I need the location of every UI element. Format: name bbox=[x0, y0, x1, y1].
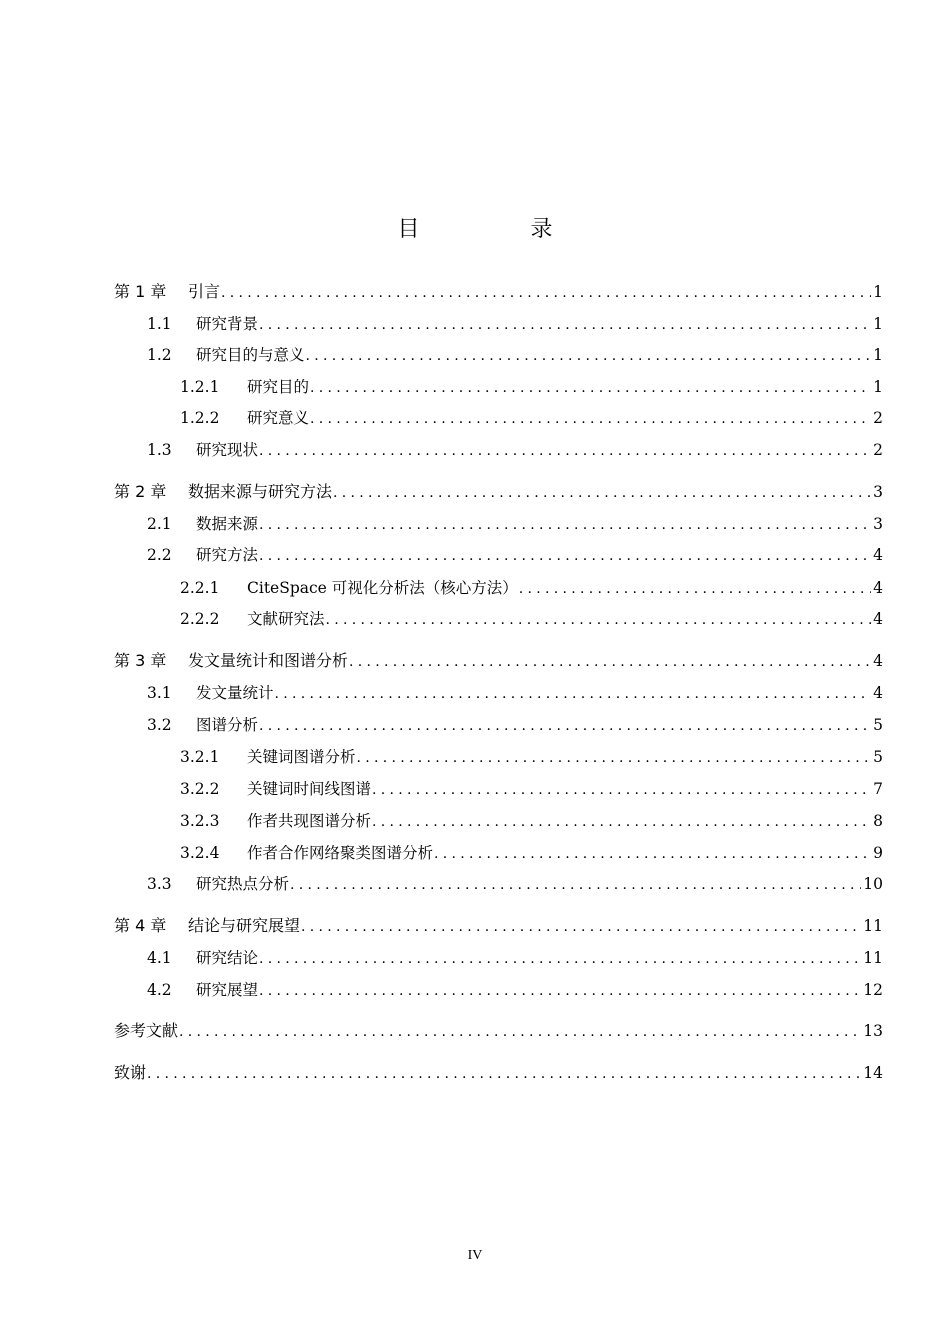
toc-entry-page: 4 bbox=[873, 652, 883, 670]
toc-dot-leader bbox=[259, 714, 871, 738]
toc-entry-number: 2.2.2 bbox=[180, 610, 220, 628]
toc-dot-leader bbox=[259, 544, 871, 568]
toc-line bbox=[180, 841, 883, 866]
toc-line bbox=[180, 576, 883, 601]
toc-entry[interactable] bbox=[0, 978, 950, 1002]
toc-dot-leader bbox=[326, 608, 872, 632]
toc-dot-leader bbox=[372, 810, 871, 834]
toc-entry-title: 关键词图谱分析 bbox=[247, 748, 356, 766]
toc-entry-title: 研究背景 bbox=[196, 315, 259, 333]
toc-entry-number: 2.1 bbox=[147, 515, 172, 533]
toc-entry[interactable] bbox=[0, 946, 950, 970]
toc-entry-title: 研究结论 bbox=[196, 949, 259, 967]
toc-dot-leader bbox=[259, 513, 871, 537]
toc-entry[interactable] bbox=[0, 406, 950, 430]
toc-entry[interactable] bbox=[0, 280, 950, 304]
toc-entry[interactable] bbox=[0, 438, 950, 462]
toc-line bbox=[147, 872, 883, 897]
toc-entry-page: 4 bbox=[873, 546, 883, 564]
toc-entry[interactable] bbox=[0, 713, 950, 737]
toc-line bbox=[114, 1019, 883, 1044]
toc-line bbox=[147, 713, 883, 738]
toc-line bbox=[147, 343, 883, 368]
toc-dot-leader bbox=[259, 313, 871, 337]
toc-entry-page: 13 bbox=[863, 1022, 883, 1040]
toc-entry-number: 1.3 bbox=[147, 441, 172, 459]
toc-entry[interactable] bbox=[0, 745, 950, 769]
toc-dot-leader bbox=[333, 481, 871, 505]
toc-entry-title: 发文量统计 bbox=[196, 684, 274, 702]
toc-entry-page: 5 bbox=[873, 748, 883, 766]
toc-entry[interactable] bbox=[0, 343, 950, 367]
toc-entry-number: 3.2.1 bbox=[180, 748, 220, 766]
toc-entry[interactable] bbox=[0, 1061, 950, 1085]
toc-entry-page: 1 bbox=[873, 283, 883, 301]
toc-entry[interactable] bbox=[0, 681, 950, 705]
toc-line bbox=[180, 607, 883, 632]
toc-dot-leader bbox=[519, 577, 871, 601]
toc-entry-page: 12 bbox=[863, 981, 883, 999]
toc-line bbox=[147, 543, 883, 568]
toc-entry-number: 1.2.1 bbox=[180, 378, 220, 396]
toc-line bbox=[180, 745, 883, 770]
toc-entry-number: 4.1 bbox=[147, 949, 172, 967]
toc-entry-number: 3.3 bbox=[147, 875, 172, 893]
toc-dot-leader bbox=[259, 439, 871, 463]
toc-line bbox=[114, 480, 883, 505]
toc-dot-leader bbox=[290, 873, 861, 897]
toc-entry-title: 研究现状 bbox=[196, 441, 259, 459]
toc-entry-number: 第 3 章 bbox=[114, 651, 167, 670]
toc-line bbox=[147, 312, 883, 337]
toc-line bbox=[147, 978, 883, 1003]
toc-entry[interactable] bbox=[0, 649, 950, 673]
toc-line bbox=[147, 438, 883, 463]
toc-entry-page: 9 bbox=[873, 844, 883, 862]
toc-entry[interactable] bbox=[0, 543, 950, 567]
toc-entry-page: 1 bbox=[873, 378, 883, 396]
toc-entry-title: 作者共现图谱分析 bbox=[247, 812, 372, 830]
toc-line bbox=[114, 1061, 883, 1086]
toc-dot-leader bbox=[179, 1020, 861, 1044]
toc-entry[interactable] bbox=[0, 841, 950, 865]
toc-line bbox=[114, 649, 883, 674]
toc-dot-leader bbox=[301, 915, 861, 939]
toc-entry[interactable] bbox=[0, 512, 950, 536]
toc-entry-number: 第 4 章 bbox=[114, 916, 167, 935]
toc-line bbox=[180, 375, 883, 400]
toc-entry-title: 参考文献 bbox=[114, 1021, 179, 1040]
toc-entry-number: 2.2.1 bbox=[180, 579, 220, 597]
toc-entry[interactable] bbox=[0, 809, 950, 833]
toc-entry-title: 结论与研究展望 bbox=[188, 916, 301, 935]
toc-entry-title: 研究方法 bbox=[196, 546, 259, 564]
toc-entry-number: 1.2.2 bbox=[180, 409, 220, 427]
toc-entry-title: 图谱分析 bbox=[196, 716, 259, 734]
toc-entry[interactable] bbox=[0, 607, 950, 631]
page-number: IV bbox=[467, 1248, 483, 1263]
toc-entry-number: 3.2.3 bbox=[180, 812, 220, 830]
toc-dot-leader bbox=[221, 281, 871, 305]
toc-entry[interactable] bbox=[0, 480, 950, 504]
toc-entry[interactable] bbox=[0, 914, 950, 938]
toc-entry-title: 研究意义 bbox=[247, 409, 310, 427]
toc-entry-number: 3.1 bbox=[147, 684, 172, 702]
toc-dot-leader bbox=[310, 376, 871, 400]
toc-entry-page: 3 bbox=[873, 515, 883, 533]
toc-entry-title: 研究目的 bbox=[247, 378, 310, 396]
toc-line bbox=[180, 777, 883, 802]
toc-entry-page: 4 bbox=[873, 579, 883, 597]
toc-entry-number: 1.2 bbox=[147, 346, 172, 364]
toc-entry-page: 2 bbox=[873, 441, 883, 459]
toc-entry-title: CiteSpace 可视化分析法（核心方法） bbox=[247, 579, 518, 597]
toc-dot-leader bbox=[306, 344, 872, 368]
toc-line bbox=[180, 809, 883, 834]
toc-dot-leader bbox=[275, 682, 872, 706]
toc-line bbox=[147, 946, 883, 971]
toc-entry-title: 作者合作网络聚类图谱分析 bbox=[247, 844, 434, 862]
toc-dot-leader bbox=[259, 979, 861, 1003]
toc-entry-number: 第 2 章 bbox=[114, 482, 167, 501]
toc-entry-page: 5 bbox=[873, 716, 883, 734]
toc-entry-title: 文献研究法 bbox=[247, 610, 325, 628]
toc-entry-number: 2.2 bbox=[147, 546, 172, 564]
toc-entry-title: 引言 bbox=[188, 282, 221, 301]
toc-dot-leader bbox=[310, 407, 871, 431]
toc-entry[interactable] bbox=[0, 1019, 950, 1043]
toc-entry-number: 3.2 bbox=[147, 716, 172, 734]
toc-entry-title: 研究展望 bbox=[196, 981, 259, 999]
toc-entry[interactable] bbox=[0, 312, 950, 336]
toc-dot-leader bbox=[357, 746, 872, 770]
toc-entry-page: 14 bbox=[863, 1064, 883, 1082]
toc-line bbox=[180, 406, 883, 431]
toc-line bbox=[147, 512, 883, 537]
toc-entry-page: 7 bbox=[873, 780, 883, 798]
toc-entry-title: 数据来源 bbox=[196, 515, 259, 533]
toc-entry-page: 8 bbox=[873, 812, 883, 830]
toc-entry-page: 1 bbox=[873, 315, 883, 333]
toc-dot-leader bbox=[372, 778, 871, 802]
toc-entry-title: 关键词时间线图谱 bbox=[247, 780, 372, 798]
toc-entry[interactable] bbox=[0, 576, 950, 600]
toc-entry-number: 3.2.4 bbox=[180, 844, 220, 862]
toc-dot-leader bbox=[147, 1062, 861, 1086]
toc-entry-page: 1 bbox=[873, 346, 883, 364]
toc-line bbox=[147, 681, 883, 706]
toc-entry-page: 4 bbox=[873, 610, 883, 628]
toc-entry-number: 1.1 bbox=[147, 315, 172, 333]
toc-entry-title: 发文量统计和图谱分析 bbox=[188, 651, 349, 670]
toc-entry-page: 3 bbox=[873, 483, 883, 501]
toc-entry-title: 研究目的与意义 bbox=[196, 346, 305, 364]
toc-entry[interactable] bbox=[0, 872, 950, 896]
toc-entry-number: 第 1 章 bbox=[114, 282, 167, 301]
page-title: 目 录 bbox=[397, 217, 605, 242]
toc-line bbox=[114, 914, 883, 939]
toc-entry-title: 致谢 bbox=[114, 1063, 147, 1082]
toc-entry-page: 11 bbox=[863, 949, 883, 967]
toc-entry-page: 11 bbox=[863, 917, 883, 935]
toc-entry-page: 2 bbox=[873, 409, 883, 427]
toc-entry-page: 4 bbox=[873, 684, 883, 702]
toc-entry-number: 4.2 bbox=[147, 981, 172, 999]
toc-entry-title: 研究热点分析 bbox=[196, 875, 290, 893]
toc-dot-leader bbox=[434, 842, 871, 866]
toc-entry-page: 10 bbox=[863, 875, 883, 893]
toc-entry[interactable] bbox=[0, 777, 950, 801]
toc-entry-number: 3.2.2 bbox=[180, 780, 220, 798]
toc-line bbox=[114, 280, 883, 305]
toc-dot-leader bbox=[349, 650, 871, 674]
toc-dot-leader bbox=[259, 947, 861, 971]
toc-entry[interactable] bbox=[0, 375, 950, 399]
toc-entry-title: 数据来源与研究方法 bbox=[188, 482, 333, 501]
